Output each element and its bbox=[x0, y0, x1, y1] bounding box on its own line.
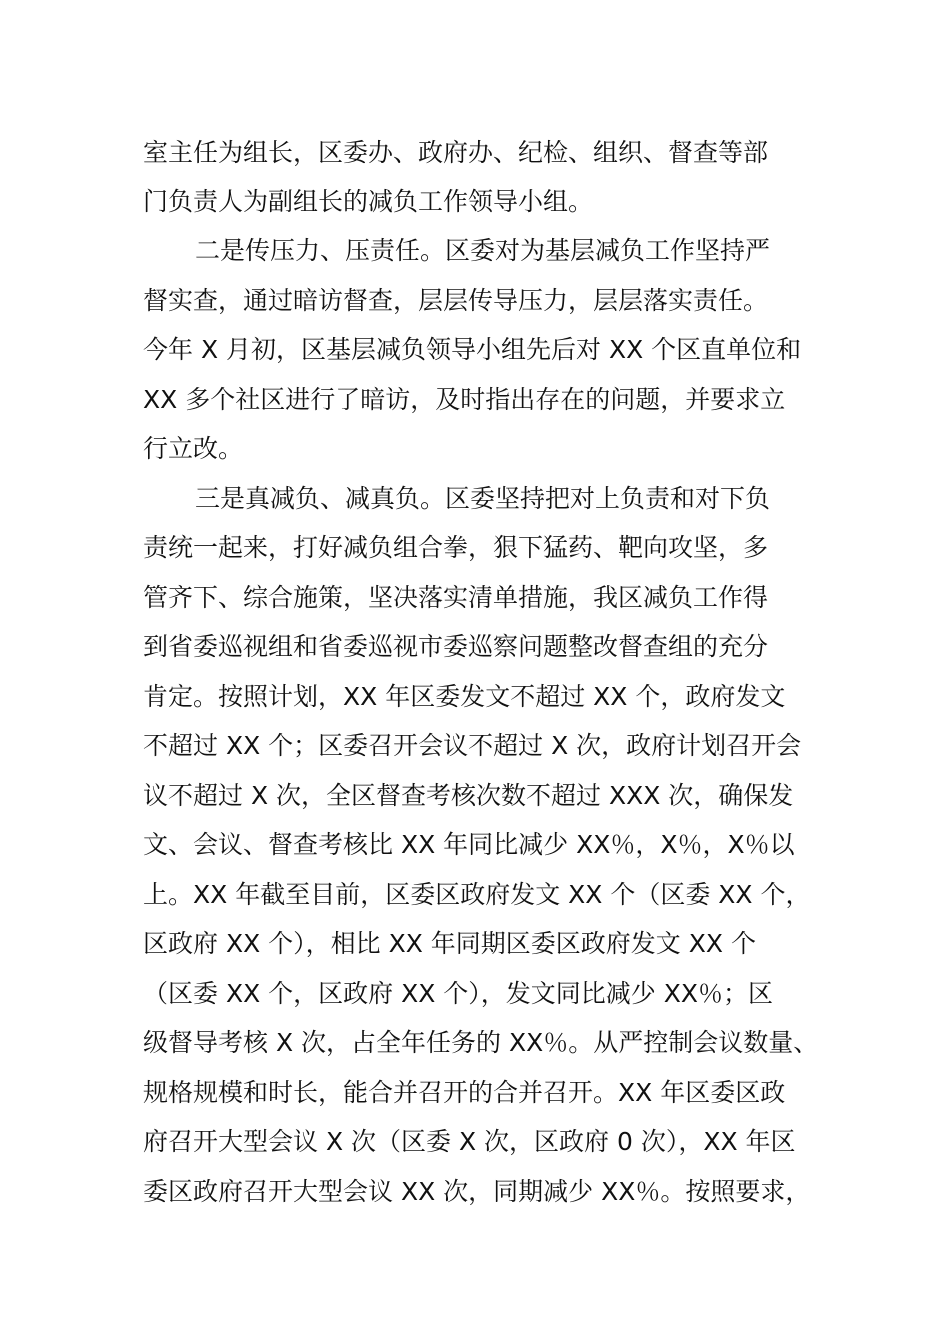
text-line: 不超过 XX 个；区委召开会议不超过 X 次，政府计划召开会 bbox=[143, 731, 802, 760]
paragraph-start: 三是真减负、减真负。区委坚持把对上负责和对下负 bbox=[195, 484, 771, 513]
text-line: 到省委巡视组和省委巡视市委巡察问题整改督查组的充分 bbox=[143, 632, 769, 661]
paragraph-start: 二是传压力、压责任。区委对为基层减负工作坚持严 bbox=[195, 236, 771, 265]
text-line: 管齐下、综合施策，坚决落实清单措施，我区减负工作得 bbox=[143, 583, 769, 612]
text-line: 委区政府召开大型会议 XX 次，同期减少 XX％。按照要求， bbox=[143, 1177, 811, 1206]
text-line: 室主任为组长，区委办、政府办、纪检、组织、督查等部 bbox=[143, 138, 769, 167]
text-line: 文、会议、督查考核比 XX 年同比减少 XX％，X％，X％以 bbox=[143, 830, 795, 859]
text-line: XX 多个社区进行了暗访，及时指出存在的问题，并要求立 bbox=[143, 385, 786, 414]
text-line: 今年 X 月初，区基层减负领导小组先后对 XX 个区直单位和 bbox=[143, 335, 802, 364]
text-line: 区政府 XX 个），相比 XX 年同期区委区政府发文 XX 个 bbox=[143, 929, 756, 958]
text-line: 行立改。 bbox=[143, 434, 244, 463]
text-line: 责统一起来，打好减负组合拳，狠下猛药、靶向攻坚，多 bbox=[143, 533, 769, 562]
text-line: 规格规模和时长，能合并召开的合并召开。XX 年区委区政 bbox=[143, 1078, 786, 1107]
text-line: 议不超过 X 次，全区督查考核次数不超过 XXX 次，确保发 bbox=[143, 781, 794, 810]
text-line: 肯定。按照计划，XX 年区委发文不超过 XX 个，政府发文 bbox=[143, 682, 786, 711]
text-line: 级督导考核 X 次，占全年任务的 XX％。从严控制会议数量、 bbox=[143, 1028, 819, 1057]
text-line: 督实查，通过暗访督查，层层传导压力，层层落实责任。 bbox=[143, 286, 769, 315]
text-line: 上。XX 年截至目前，区委区政府发文 XX 个（区委 XX 个， bbox=[143, 880, 811, 909]
text-line: 门负责人为副组长的减负工作领导小组。 bbox=[143, 187, 594, 216]
text-line: （区委 XX 个，区政府 XX 个），发文同比减少 XX％；区 bbox=[143, 979, 773, 1008]
text-line: 府召开大型会议 X 次（区委 X 次，区政府 0 次），XX 年区 bbox=[143, 1127, 796, 1156]
